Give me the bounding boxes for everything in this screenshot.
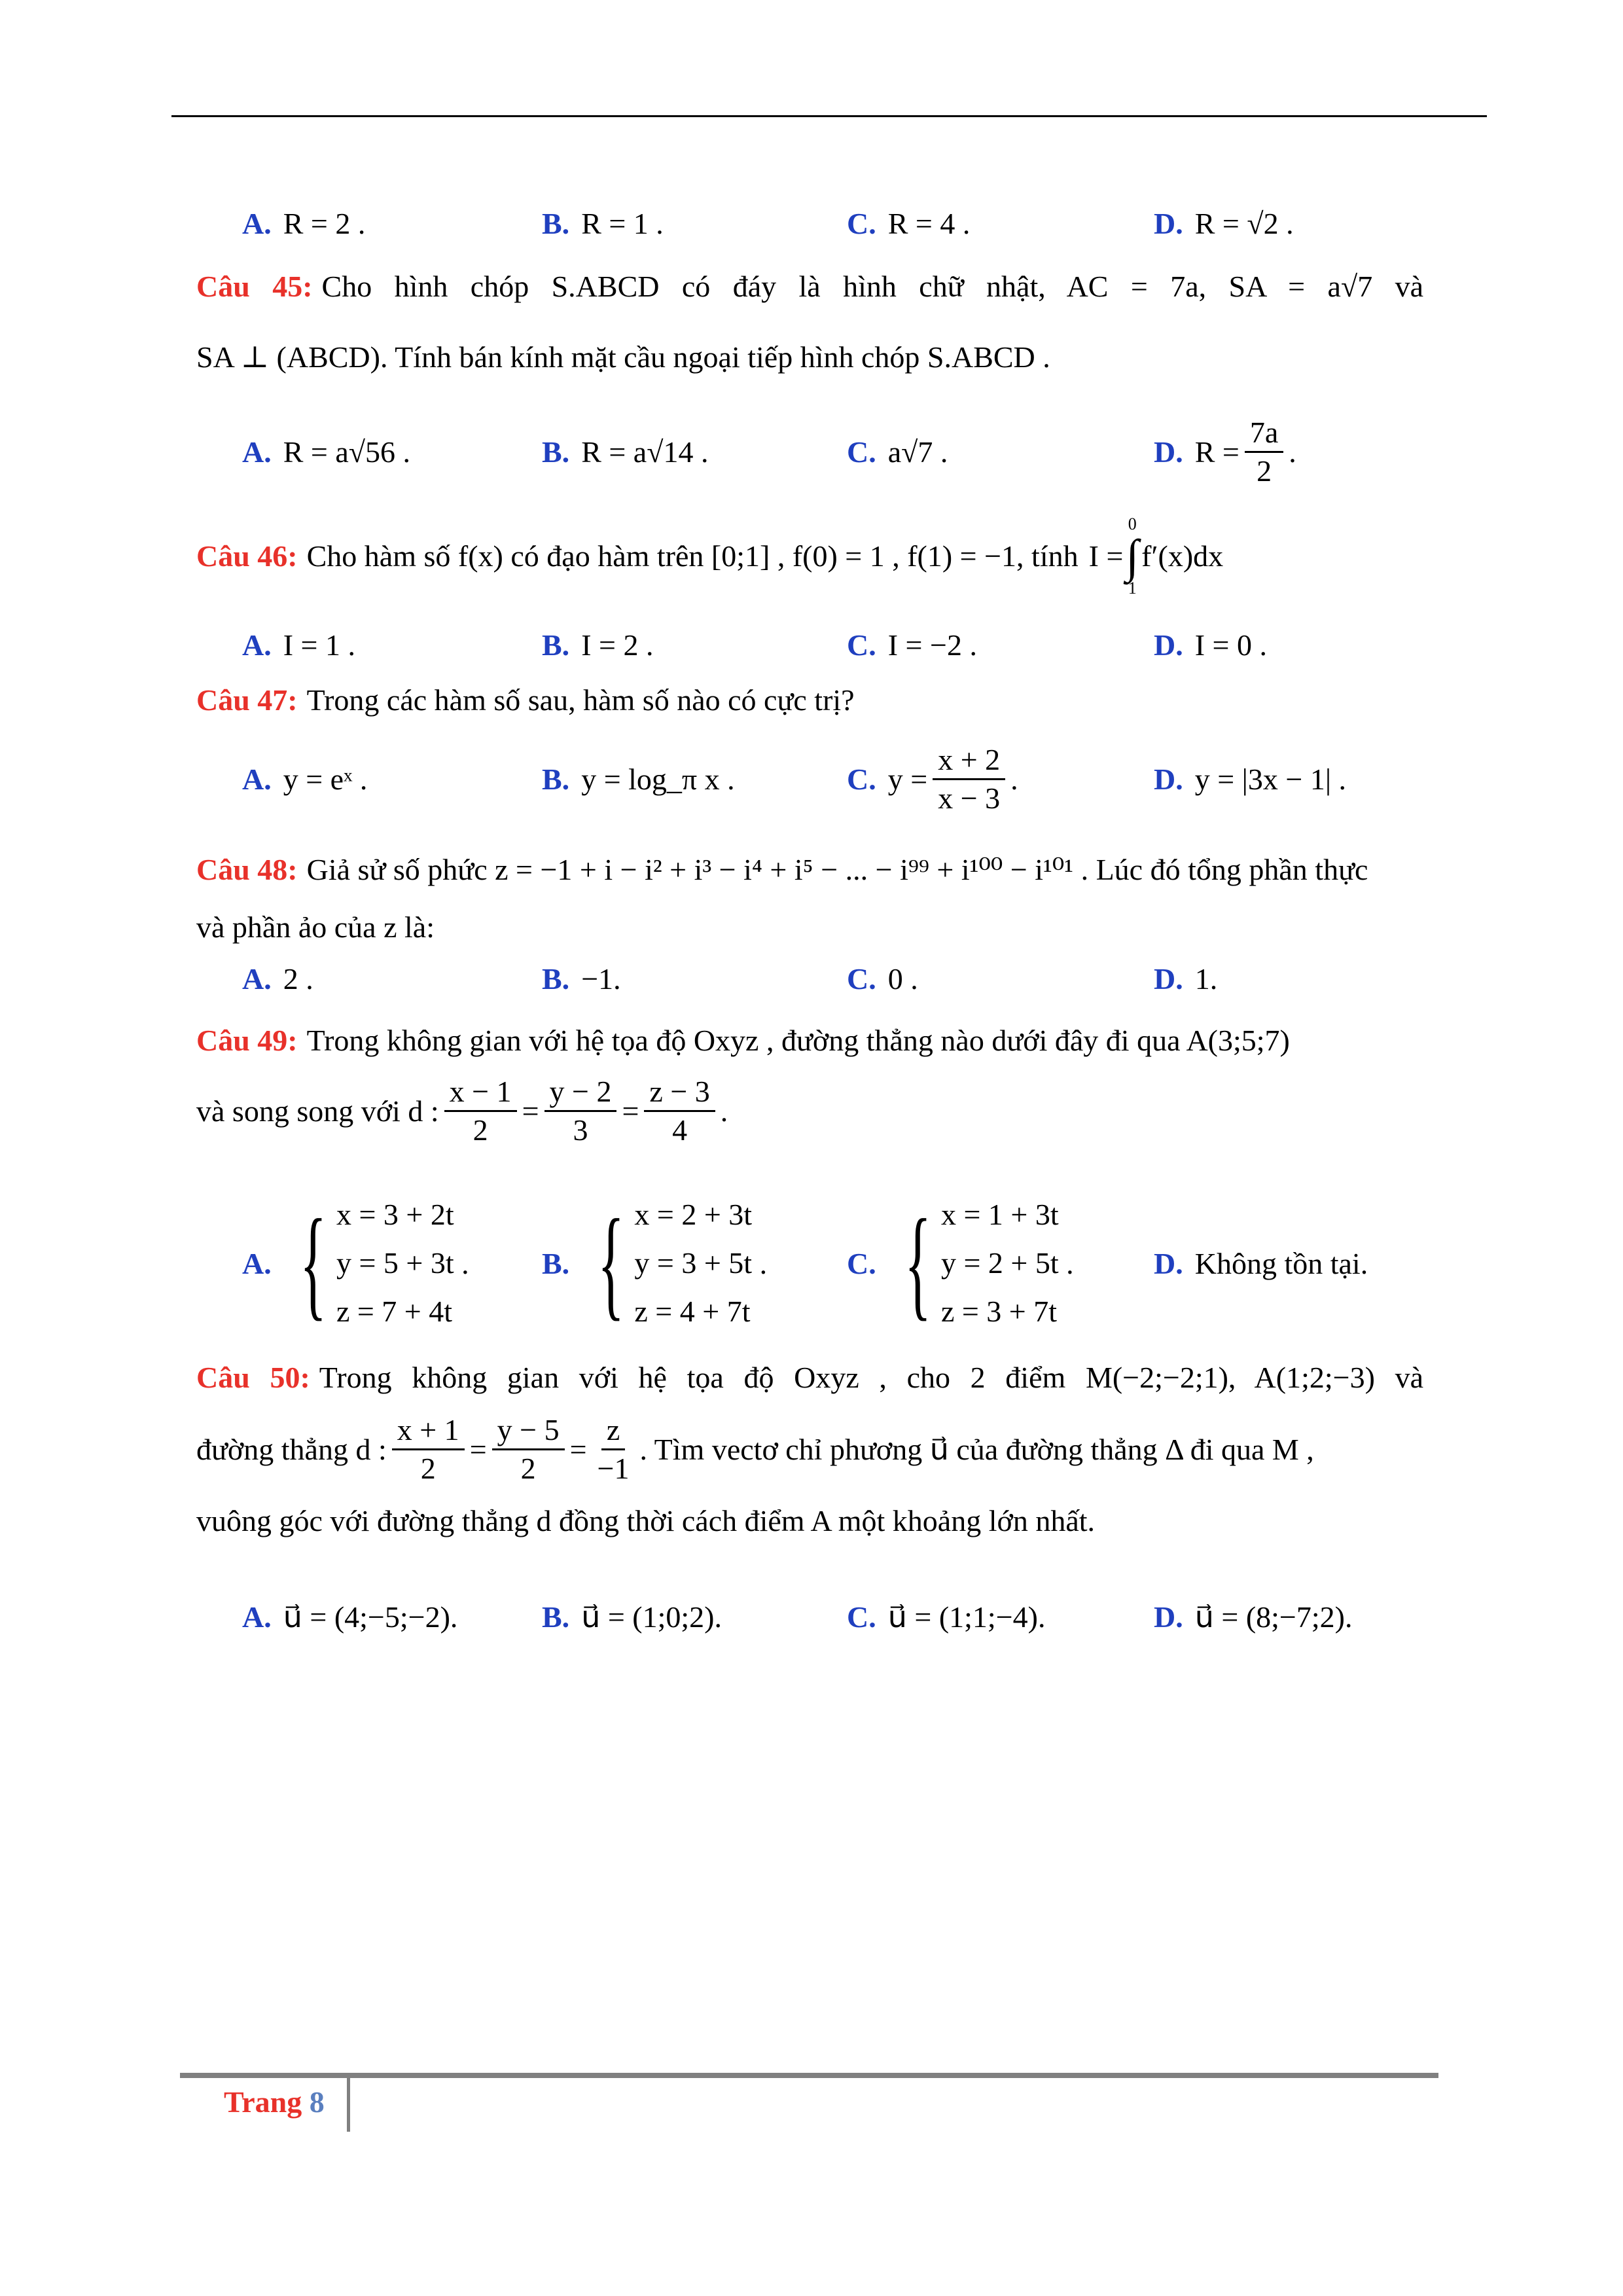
q44-option-c[interactable]: C. R = 4 . xyxy=(847,206,971,240)
q46-option-d[interactable]: D. I = 0 . xyxy=(1154,628,1267,662)
q49-options xyxy=(242,1188,1472,1338)
q47-option-a[interactable]: A. y = eˣ . xyxy=(242,762,368,796)
footer-divider xyxy=(347,2078,350,2132)
footer-rule xyxy=(180,2073,1438,2078)
q47-options xyxy=(242,736,1472,821)
q48-option-c[interactable]: C. 0 . xyxy=(847,961,918,996)
q49-stem: Câu 49: Trong không gian với hệ tọa độ Oxyz , đường thẳng nào dưới đây đi qua A(3;5;7) và song song với d : $\frac{x - 1}{2}$ = $\frac{y - 2}{3}$ = $\frac{z - 3}{4}$ . xyxy=(196,1024,1290,1147)
q48-option-a[interactable]: A. 2 . xyxy=(242,961,313,996)
q45-stem: Câu 45: Cho hình chóp S.ABCD có đáy là hình chữ nhật, AC = 7a, SA = a√7 và SA ⊥ (ABCD). Tính bán kính mặt cầu ngoại tiếp hình chóp S.ABCD . xyxy=(196,270,1424,374)
q50-option-c[interactable]: C. u⃗ = (1;1;−4). xyxy=(847,1600,1046,1634)
q45-options xyxy=(242,416,1472,488)
q46-option-b[interactable]: B. I = 2 . xyxy=(542,628,654,662)
q47-option-c[interactable]: C. y = $\frac{x + 2}{x - 3}$ . xyxy=(847,736,1018,821)
q50-stem: Câu 50: Trong không gian với hệ tọa độ Oxyz , cho 2 điểm M(−2;−2;1), A(1;2;−3) và đường thẳng d : $\frac{x + 1}{2}$ = $\frac{y - 5}{2}$ = $\frac{z}{-1}$ . Tìm vectơ chỉ phương u⃗ của đường thẳng Δ đi qua M , vuông góc với đường thẳng d đồng thời cách điểm A một khoảng lớn nhất. xyxy=(196,1361,1423,1537)
q46-options xyxy=(242,615,1472,674)
q48-stem: Câu 48: Giả sử số phức z = −1 + i − i² + i³ − i⁴ + i⁵ − ... − i⁹⁹ + i¹⁰⁰ − i¹⁰¹ . Lúc đó tổng phần thực và phần ảo của z là: xyxy=(196,853,1368,944)
q47-option-b[interactable]: B. y = log_π x . xyxy=(542,762,735,796)
q50-option-b[interactable]: B. u⃗ = (1;0;2). xyxy=(542,1600,722,1634)
q49-option-b[interactable]: B. { x = 2 + 3t y = 3 + 5t z = 4 + 7t . xyxy=(542,1194,768,1332)
q48-option-d[interactable]: D. 1. xyxy=(1154,961,1218,996)
integral: 0 ∫ 1 f′(x)dx xyxy=(1126,514,1224,598)
q45-option-a[interactable]: A. R = a√56 . xyxy=(242,435,411,469)
q46-stem: Câu 46: Cho hàm số f(x) có đạo hàm trên [0;1] , f(0) = 1 , f(1) = −1, tính I = 0 ∫ 1 f′(x)dx xyxy=(196,514,1224,598)
page-number: Trang 8 xyxy=(224,2085,325,2119)
header-rule xyxy=(171,115,1487,117)
q48-options xyxy=(242,949,1472,1008)
fraction: $\frac{x + 2}{x - 3}$ xyxy=(933,742,1005,817)
q50-option-d[interactable]: D. u⃗ = (8;−7;2). xyxy=(1154,1600,1353,1634)
q49-option-c[interactable]: C. { x = 1 + 3t y = 2 + 5t z = 3 + 7t . xyxy=(847,1194,1074,1332)
q45-option-d[interactable]: D. R = $\frac{7a}{2}$ . xyxy=(1154,416,1296,488)
q50-options xyxy=(242,1587,1472,1646)
q44-option-b[interactable]: B. R = 1 . xyxy=(542,206,664,240)
q49-option-a[interactable]: A. { x = 3 + 2t y = 5 + 3t z = 7 + 4t . xyxy=(242,1194,469,1332)
q45-option-c[interactable]: C. a√7 . xyxy=(847,435,948,469)
q44-option-a[interactable]: A. R = 2 . xyxy=(242,206,366,240)
q46-option-a[interactable]: A. I = 1 . xyxy=(242,628,355,662)
fraction: $\frac{7a}{2}$ xyxy=(1245,414,1283,490)
q45-option-b[interactable]: B. R = a√14 . xyxy=(542,435,709,469)
q46-option-c[interactable]: C. I = −2 . xyxy=(847,628,977,662)
q49-option-d[interactable]: D. Không tồn tại. xyxy=(1154,1246,1368,1280)
q50-option-a[interactable]: A. u⃗ = (4;−5;−2). xyxy=(242,1600,458,1634)
q44-option-d[interactable]: D. R = √2 . xyxy=(1154,206,1294,240)
q47-stem: Câu 47: Trong các hàm số sau, hàm số nào có cực trị? xyxy=(196,683,855,717)
q44-options xyxy=(242,194,1472,253)
q48-option-b[interactable]: B. −1. xyxy=(542,961,621,996)
q47-option-d[interactable]: D. y = |3x − 1| . xyxy=(1154,762,1347,796)
